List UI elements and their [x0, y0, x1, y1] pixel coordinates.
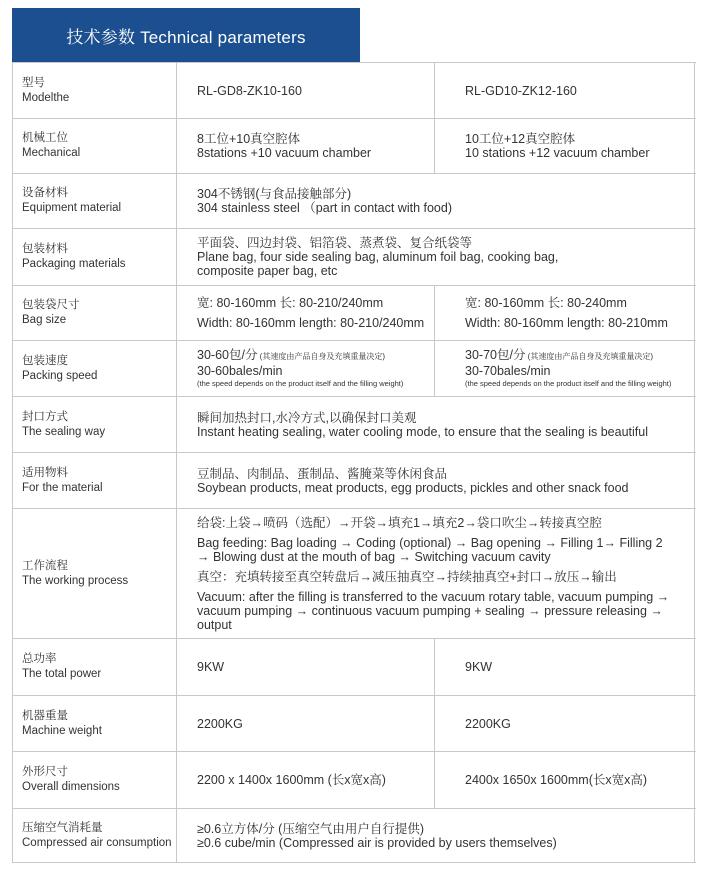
text-line — [197, 773, 434, 787]
value-cell — [435, 119, 695, 173]
text-line — [465, 773, 694, 787]
text: 宽: 80-160mm 长: 80-210/240mm — [197, 296, 384, 310]
section-title: 技术参数 Technical parameters — [66, 27, 306, 47]
text: composite paper bag, etc — [197, 264, 338, 278]
row-label — [13, 809, 177, 862]
label-en: For the material — [22, 481, 103, 494]
text-line — [197, 717, 434, 731]
label-en: The working process — [22, 574, 129, 587]
row-label — [13, 509, 177, 638]
text-line — [197, 411, 694, 425]
label-cn: 包装材料 — [22, 243, 68, 255]
text-line — [197, 467, 694, 481]
text-line — [197, 836, 694, 850]
speed-note-en: (the speed depends on the product itself and the filling weight) — [465, 379, 672, 388]
label-en: Bag size — [22, 314, 67, 326]
label-en: Machine weight — [22, 724, 102, 737]
text-line — [197, 250, 694, 264]
label-cn: 机械工位 — [22, 132, 68, 144]
text-line — [465, 348, 694, 364]
value-cell — [177, 397, 695, 452]
text-line — [197, 84, 434, 98]
label-cn: 总功率 — [22, 653, 57, 665]
table-row — [13, 397, 696, 453]
text-line — [465, 146, 694, 160]
label-en: Overall dimensions — [22, 781, 120, 793]
label-cn: 包装袋尺寸 — [22, 299, 80, 311]
label-cn: 适用物料 — [22, 466, 68, 479]
text-line: Vacuum: after the filling is transferred to the vacuum rotary table, vacuum pumping → — [197, 589, 670, 604]
text-line: 给袋:上袋→喷码（选配）→开袋→填充1→填充2→袋口吹尘→转接真空腔 — [197, 515, 602, 530]
text: Soybean products, meat products, egg products, pickles and other snack food — [197, 480, 629, 495]
row-label — [13, 341, 177, 396]
table-row — [13, 509, 696, 639]
text: 30-60包/分 — [197, 348, 258, 362]
value-cell — [435, 341, 695, 396]
text: 宽: 80-160mm 长: 80-240mm — [465, 296, 627, 310]
row-label — [13, 397, 177, 452]
process-step — [197, 536, 694, 564]
value-cell — [177, 341, 435, 396]
text: 30-60bales/min — [197, 364, 283, 378]
table-row — [13, 696, 696, 752]
row-label — [13, 696, 177, 751]
text: 2400x 1650x 1600mm(长x宽x高) — [465, 773, 648, 787]
process-step — [197, 570, 694, 584]
text: 10工位+12真空腔体 — [465, 132, 576, 146]
value-cell — [177, 809, 695, 862]
section-header — [12, 8, 360, 62]
value-cell — [177, 509, 695, 638]
text-line — [197, 296, 434, 310]
text: RL-GD8-ZK10-160 — [197, 83, 302, 98]
text: 2200KG — [197, 716, 243, 731]
text: 10 stations +12 vacuum chamber — [465, 146, 650, 160]
row-label — [13, 453, 177, 508]
text-line — [197, 425, 694, 439]
text-line — [465, 296, 694, 310]
value-cell — [177, 174, 695, 228]
label-en: Modelthe — [22, 91, 70, 104]
text-line — [197, 364, 434, 378]
label-cn: 包装速度 — [22, 354, 68, 367]
value-cell — [177, 696, 435, 751]
row-label — [13, 639, 177, 695]
text-line: 真空：充填转接至真空转盘后→减压抽真空→持续抽真空+封口→放压→输出 — [197, 569, 617, 584]
table-row — [13, 174, 696, 229]
label-cn: 外形尺寸 — [22, 766, 68, 778]
text: Plane bag, four side sealing bag, aluminum foil bag, cooking bag, — [197, 250, 559, 264]
label-cn: 设备材料 — [22, 187, 68, 199]
value-cell — [435, 639, 695, 695]
row-label — [13, 229, 177, 285]
text-line — [197, 236, 694, 250]
text-line — [197, 822, 694, 836]
text-line — [197, 146, 434, 160]
text-line: → Blowing dust at the mouth of bag → Switching vacuum cavity — [197, 549, 551, 564]
text: 平面袋、四边封袋、铝箔袋、蒸煮袋、复合纸袋等 — [197, 236, 473, 250]
text: 8stations +10 vacuum chamber — [197, 146, 372, 160]
parameters-table — [12, 62, 696, 863]
label-en: Compressed air consumption — [22, 836, 172, 849]
text: 瞬间加热封口,水冷方式,以确保封口美观 — [197, 410, 417, 425]
label-cn: 型号 — [22, 76, 45, 89]
value-cell — [177, 453, 695, 508]
value-cell — [177, 286, 435, 340]
value-cell — [177, 639, 435, 695]
value-cell — [177, 752, 435, 808]
label-en: The total power — [22, 668, 102, 680]
table-row — [13, 229, 696, 286]
text-line — [465, 316, 694, 330]
label-cn: 工作流程 — [22, 559, 68, 572]
label-en: Mechanical — [22, 147, 81, 159]
value-cell — [435, 286, 695, 340]
process-step — [197, 590, 694, 632]
text-line — [197, 316, 434, 330]
text: Width: 80-160mm length: 80-210mm — [465, 316, 668, 330]
text-line — [465, 364, 694, 378]
table-row — [13, 752, 696, 809]
text: ≥0.6立方体/分 (压缩空气由用户自行提供) — [197, 821, 425, 836]
text-line — [197, 348, 434, 364]
text: 8工位+10真空腔体 — [197, 132, 301, 146]
label-cn: 机器重量 — [22, 709, 68, 722]
text: ≥0.6 cube/min (Compressed air is provided by users themselves) — [197, 835, 557, 850]
text: 30-70包/分 — [465, 348, 526, 362]
process-step — [197, 516, 694, 530]
value-cell — [435, 752, 695, 808]
row-label — [13, 119, 177, 173]
row-label — [13, 174, 177, 228]
speed-note-cn: (其速度由产品自身及充填重量决定) — [525, 352, 654, 361]
table-row — [13, 63, 696, 119]
label-en: Equipment material — [22, 202, 122, 214]
table-row — [13, 341, 696, 397]
text-line — [465, 717, 694, 731]
speed-note-cn: (其速度由产品自身及充填重量决定) — [257, 352, 386, 361]
text-line — [465, 132, 694, 146]
label-cn: 封口方式 — [22, 410, 68, 423]
label-en: The sealing way — [22, 425, 106, 438]
text-line — [465, 84, 694, 98]
text: Instant heating sealing, water cooling mode, to ensure that the sealing is beautiful — [197, 424, 648, 439]
text: RL-GD10-ZK12-160 — [465, 83, 577, 98]
value-cell — [177, 63, 435, 118]
value-cell — [177, 229, 695, 285]
speed-note-en: (the speed depends on the product itself and the filling weight) — [197, 379, 404, 388]
table-row — [13, 453, 696, 509]
text: 30-70bales/min — [465, 364, 551, 378]
value-cell — [177, 119, 435, 173]
text-line — [197, 187, 694, 201]
row-label — [13, 752, 177, 808]
text: 304不锈钢(与食品接触部分) — [197, 187, 352, 201]
text: 豆制品、肉制品、蛋制品、酱腌菜等休闲食品 — [197, 466, 448, 481]
text-line: vacuum pumping → continuous vacuum pumping + sealing → pressure releasing → output — [197, 603, 663, 632]
row-label — [13, 63, 177, 118]
label-en: Packing speed — [22, 369, 98, 382]
text: 2200 x 1400x 1600mm (长x宽x高) — [197, 773, 386, 787]
table-row — [13, 809, 696, 863]
text: 9KW — [197, 660, 225, 674]
table-row — [13, 119, 696, 174]
label-en: Packaging materials — [22, 258, 126, 270]
value-cell — [435, 696, 695, 751]
text-line — [197, 132, 434, 146]
text-line — [197, 264, 694, 278]
label-cn: 压缩空气消耗量 — [22, 821, 103, 834]
row-label — [13, 286, 177, 340]
text-line — [197, 481, 694, 495]
text-line — [197, 660, 434, 674]
text-line — [465, 660, 694, 674]
text: 2200KG — [465, 716, 511, 731]
table-row — [13, 286, 696, 341]
text: 304 stainless steel （part in contact with food) — [197, 201, 452, 215]
text-line: Bag feeding: Bag loading → Coding (optional) → Bag opening → Filling 1→ Filling 2 — [197, 535, 663, 550]
text: Width: 80-160mm length: 80-210/240mm — [197, 316, 425, 330]
table-row — [13, 639, 696, 696]
text-line — [197, 201, 694, 215]
text: 9KW — [465, 660, 493, 674]
value-cell — [435, 63, 695, 118]
